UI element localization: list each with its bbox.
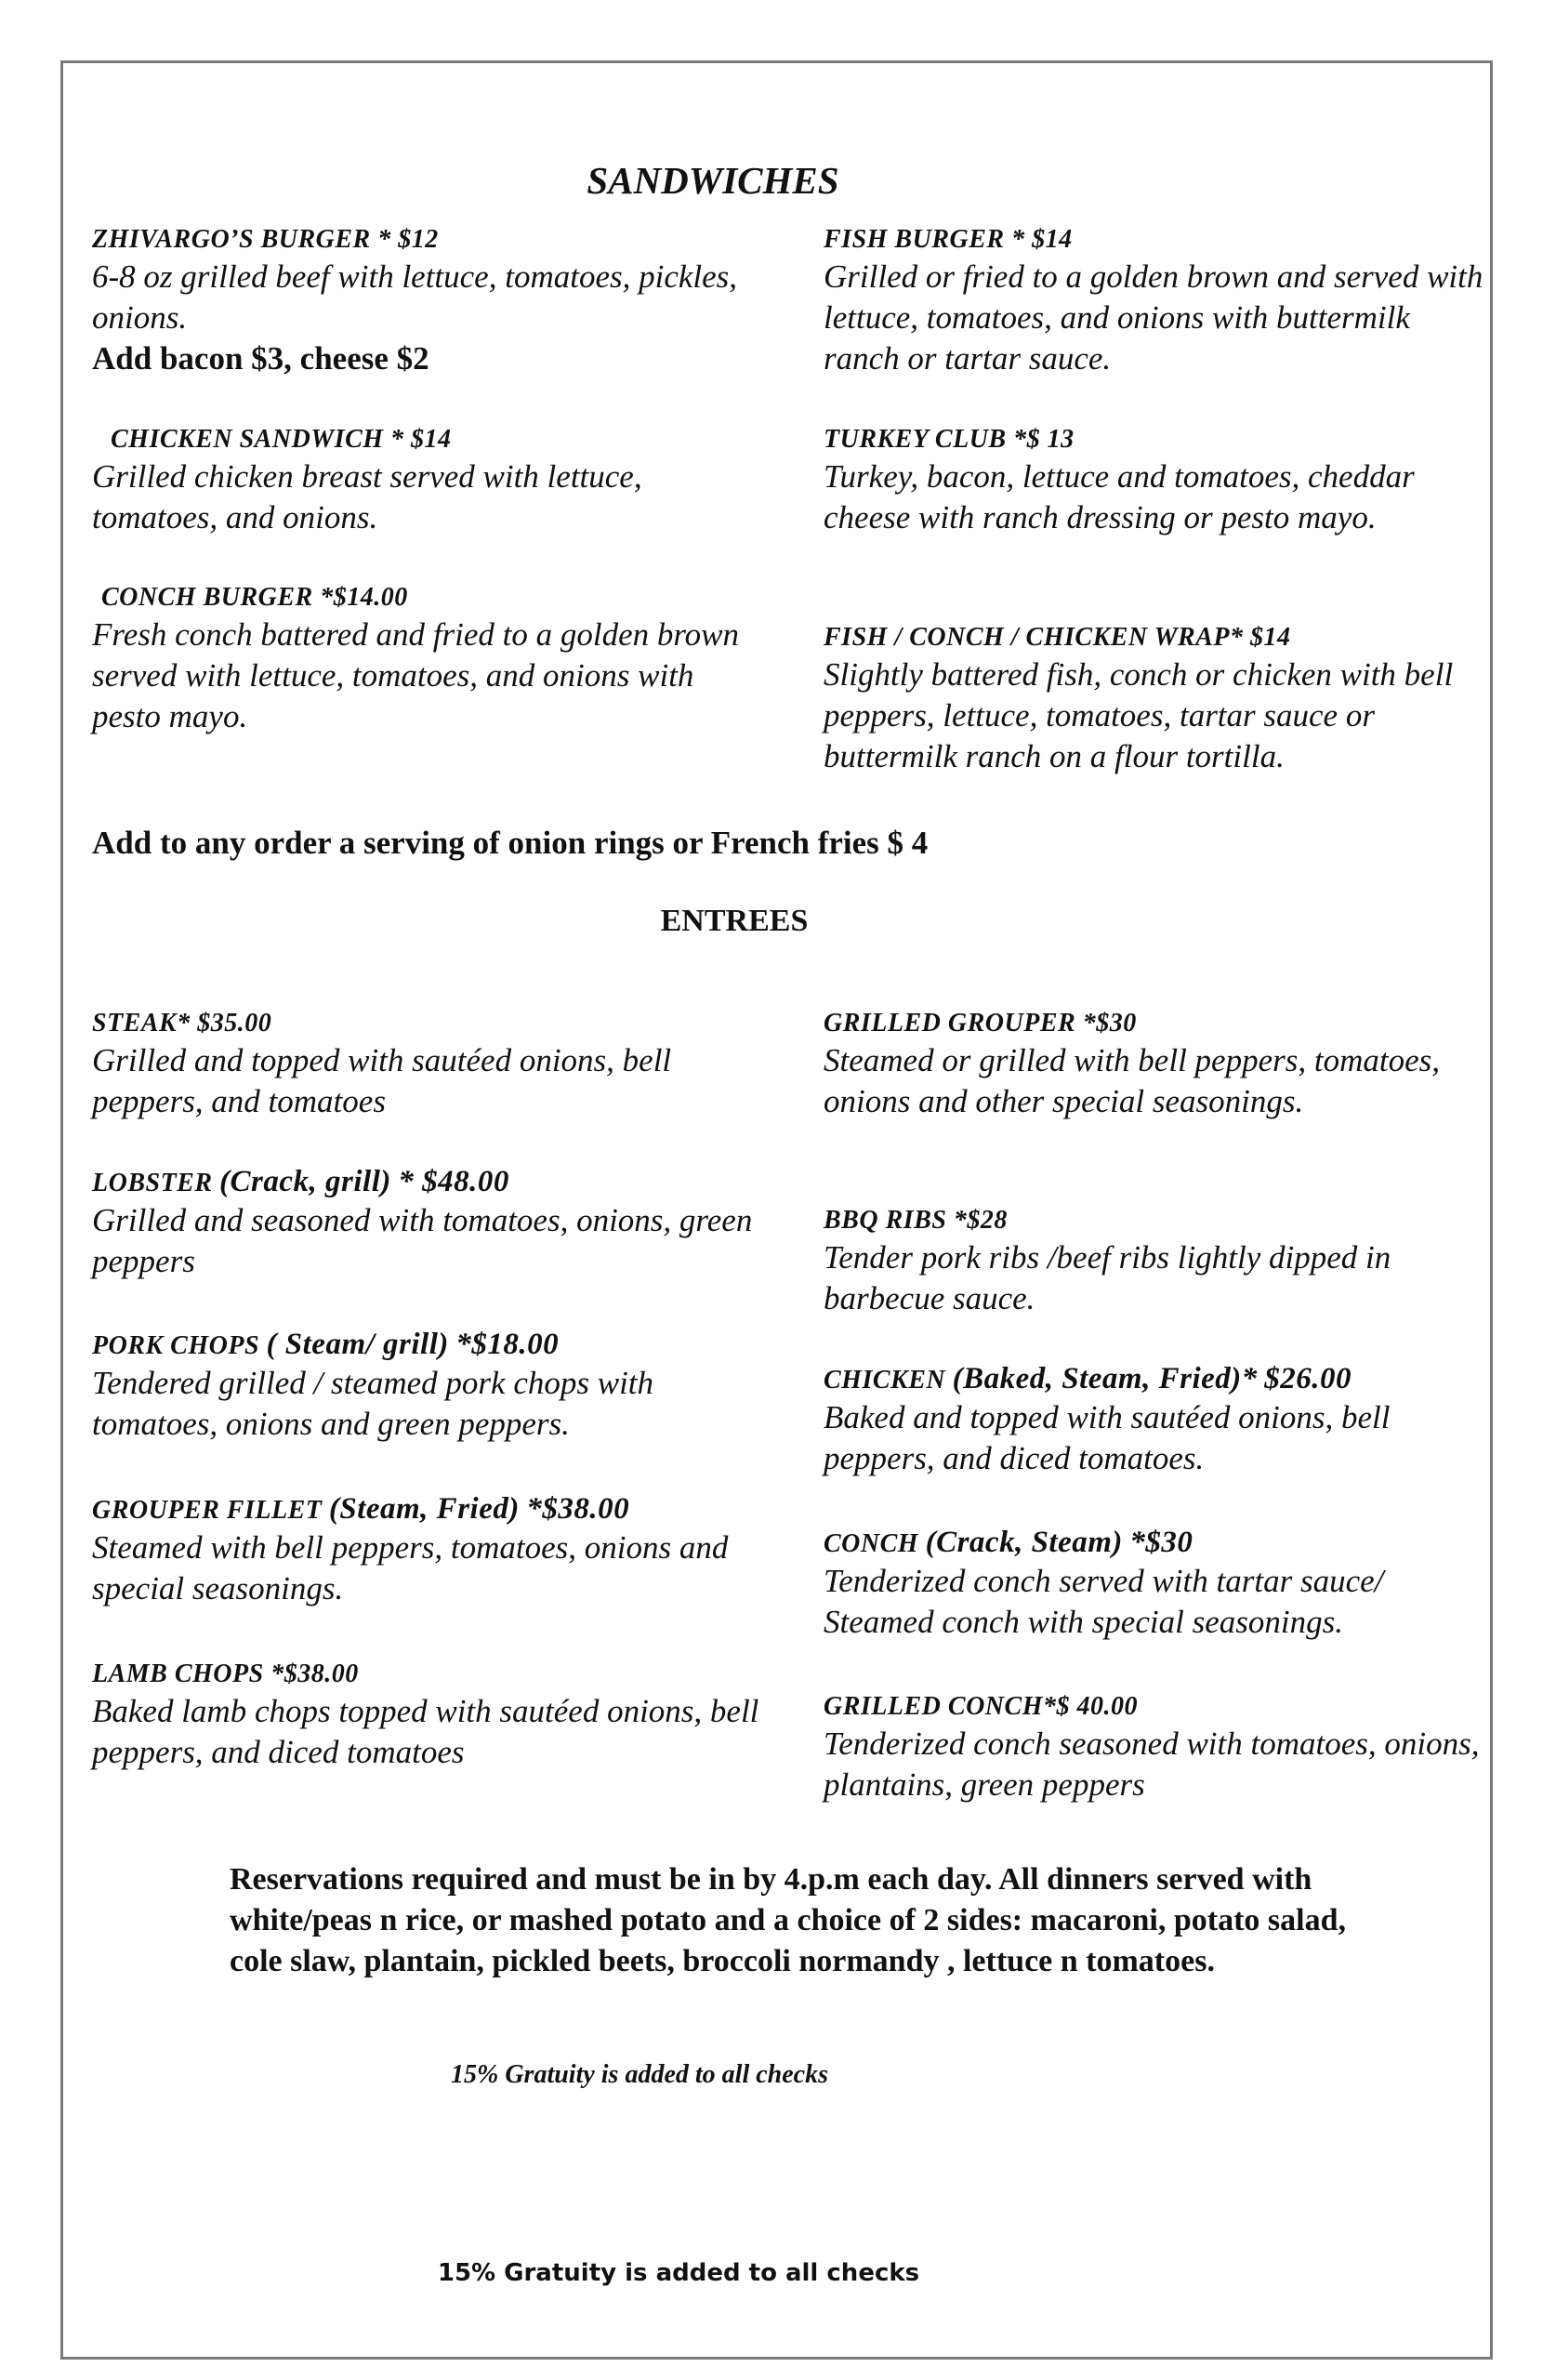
- item-name: ZHIVARGO’S BURGER * $12: [92, 225, 439, 254]
- menu-item-steak: [92, 1007, 761, 1122]
- sides-addon-note: Add to any order a serving of onion rings or French fries $ 4: [92, 825, 929, 861]
- item-name-main: LOBSTER: [92, 1169, 213, 1197]
- item-name-style: (Crack, Steam): [925, 1526, 1123, 1559]
- item-description: Fresh conch battered and fried to a golden brown served with lettuce, tomatoes, and onions with pesto mayo.: [92, 616, 740, 734]
- item-description: Tenderized conch served with tartar sauce/ Steamed conch with special seasonings.: [824, 1563, 1384, 1640]
- menu-item-zhivargos-burger: [92, 223, 761, 379]
- item-description: Grilled and seasoned with tomatoes, onions, green peppers: [92, 1202, 753, 1279]
- item-price: * $48.00: [398, 1165, 509, 1198]
- menu-item-grilled-conch: [824, 1690, 1483, 1805]
- menu-item-conch-burger: [101, 581, 771, 615]
- menu-item-bbq-ribs: [824, 1204, 1483, 1319]
- item-description: Baked and topped with sautéed onions, bell peppers, and diced tomatoes.: [824, 1399, 1391, 1476]
- menu-item-turkey-club: [824, 423, 1483, 538]
- item-name: FISH BURGER * $14: [824, 225, 1073, 254]
- gratuity-note-italic: 15% Gratuity is added to all checks: [451, 2060, 828, 2089]
- menu-item-chicken: [824, 1362, 1483, 1479]
- item-price: *$18.00: [455, 1328, 560, 1361]
- menu-item-lobster: [92, 1165, 761, 1282]
- item-description: Tenderized conch seasoned with tomatoes, onions, plantains, green peppers: [824, 1726, 1480, 1803]
- item-description: Tender pork ribs /beef ribs lightly dipped in barbecue sauce.: [824, 1239, 1391, 1316]
- menu-item-conch-burger-desc: [92, 615, 761, 737]
- menu-item-chicken-sandwich: [111, 423, 780, 456]
- item-name-style: ( Steam/ grill): [266, 1328, 449, 1361]
- item-name-main: CHICKEN: [824, 1366, 946, 1395]
- item-name-main: CONCH: [824, 1529, 919, 1558]
- menu-item-lamb-chops: [92, 1658, 761, 1773]
- menu-item-conch: [824, 1526, 1483, 1643]
- item-name-main: PORK CHOPS: [92, 1331, 260, 1360]
- item-name: FISH / CONCH / CHICKEN WRAP* $14: [824, 623, 1291, 652]
- item-name: CONCH BURGER *$14.00: [101, 583, 408, 612]
- item-name: BBQ RIBS *$28: [824, 1206, 1008, 1235]
- item-name: LAMB CHOPS *$38.00: [92, 1659, 359, 1688]
- item-name: GRILLED GROUPER *$30: [824, 1009, 1137, 1038]
- item-description: Baked lamb chops topped with sautéed onions, bell peppers, and diced tomatoes: [92, 1693, 759, 1770]
- item-description: 6-8 oz grilled beef with lettuce, tomatoes, pickles, onions.: [92, 258, 738, 336]
- gratuity-note-footer: 15% Gratuity is added to all checks: [437, 2259, 920, 2287]
- item-name: [824, 1526, 1483, 1561]
- item-name: [92, 1165, 761, 1200]
- item-name-style: (Baked, Steam, Fried)*: [952, 1362, 1258, 1395]
- item-name: CHICKEN SANDWICH * $14: [111, 425, 452, 454]
- menu-item-pork-chops: [92, 1328, 761, 1445]
- item-name: STEAK* $35.00: [92, 1009, 272, 1038]
- item-description: Steamed with bell peppers, tomatoes, onions and special seasonings.: [92, 1529, 729, 1606]
- item-description: Grilled and topped with sautéed onions, bell peppers, and tomatoes: [92, 1042, 672, 1119]
- item-name-style: (Steam, Fried): [328, 1492, 520, 1526]
- item-name: [824, 1362, 1483, 1397]
- item-description: Grilled chicken breast served with lettuce, tomatoes, and onions.: [92, 458, 642, 536]
- entrees-title: ENTREES: [660, 904, 809, 938]
- menu-item-chicken-sandwich-desc: [92, 456, 761, 538]
- item-name: [92, 1328, 761, 1363]
- menu-item-fish-burger: [824, 223, 1483, 379]
- menu-item-grilled-grouper: [824, 1007, 1483, 1122]
- menu-item-grouper-fillet: [92, 1492, 761, 1609]
- item-price: $26.00: [1264, 1362, 1352, 1395]
- reservation-note: Reservations required and must be in by 4.p.m each day. All dinners served with white/peas n rice, or mashed potato and a choice of 2 sides: macaroni, potato salad, cole slaw, plantain, pickled beets, broccoli normandy , lettuce n tomatoes.: [230, 1862, 1347, 1978]
- item-addon: Add bacon $3, cheese $2: [92, 340, 429, 377]
- item-name-main: GROUPER FILLET: [92, 1496, 323, 1525]
- menu-item-wrap: [824, 621, 1483, 777]
- item-name: GRILLED CONCH*$ 40.00: [824, 1692, 1138, 1721]
- item-price: *$30: [1129, 1526, 1193, 1559]
- sandwiches-title: SANDWICHES: [587, 159, 839, 202]
- item-description: Slightly battered fish, conch or chicken with bell peppers, lettuce, tomatoes, tartar sauce or buttermilk ranch on a flour tortilla.: [824, 656, 1454, 774]
- item-description: Turkey, bacon, lettuce and tomatoes, cheddar cheese with ranch dressing or pesto mayo.: [824, 458, 1415, 536]
- item-name: TURKEY CLUB *$ 13: [824, 425, 1075, 454]
- item-name-style: (Crack, grill): [219, 1165, 391, 1198]
- item-description: Grilled or fried to a golden brown and served with lettuce, tomatoes, and onions with buttermilk ranch or tartar sauce.: [824, 258, 1483, 377]
- item-description: Tendered grilled / steamed pork chops with tomatoes, onions and green peppers.: [92, 1365, 654, 1442]
- item-name: [92, 1492, 761, 1527]
- item-price: *$38.00: [526, 1492, 630, 1526]
- item-description: Steamed or grilled with bell peppers, tomatoes, onions and other special seasonings.: [824, 1042, 1440, 1119]
